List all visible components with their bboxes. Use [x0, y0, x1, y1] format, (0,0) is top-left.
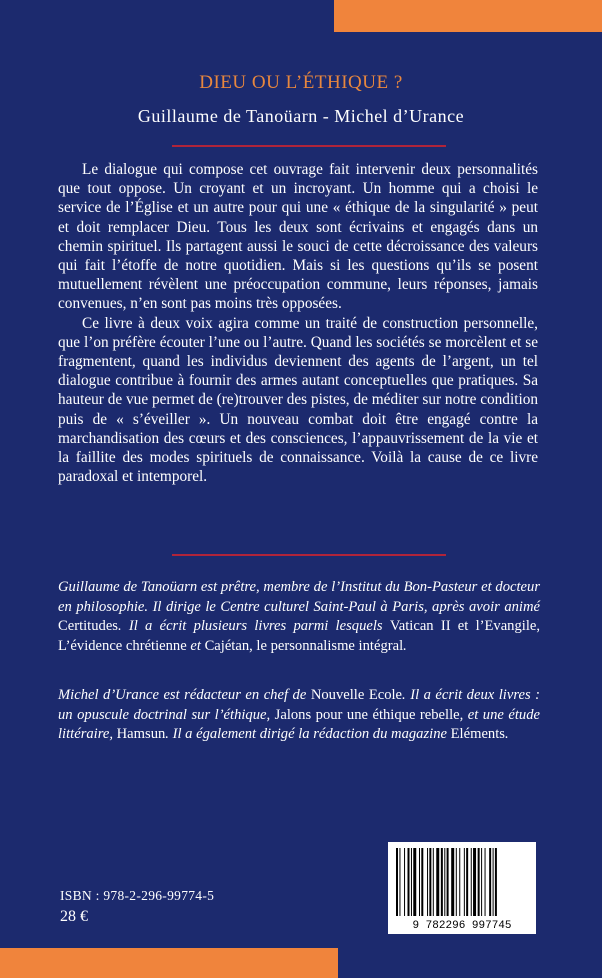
barcode-bar — [459, 848, 460, 916]
bio2-title-elements: Eléments — [450, 726, 505, 743]
bio1-text-c: . Il a écrit plusieurs livres parmi lesquels — [118, 618, 390, 635]
barcode-bar — [408, 848, 410, 916]
barcode-bar — [444, 848, 445, 916]
barcode-bar — [456, 848, 457, 916]
bio1-text-e: et — [186, 637, 205, 654]
bio2-title-hamsun: Hamsun — [116, 726, 166, 743]
top-orange-band — [334, 0, 602, 32]
bio1-text-g: . — [403, 637, 407, 654]
barcode — [388, 842, 536, 934]
barcode-bar — [466, 848, 468, 916]
bio2-text-a: Michel d’Urance est rédacteur en chef de — [58, 687, 311, 703]
bio2-title-jalons: Jalons pour une éthique rebelle — [274, 706, 460, 723]
barcode-bar — [471, 848, 472, 916]
barcode-number: 9 782296 997745 — [412, 920, 512, 932]
summary-text — [58, 160, 538, 486]
author-bio-tanouarn — [58, 578, 540, 656]
isbn-label: ISBN : 978-2-296-99774-5 — [60, 888, 215, 903]
barcode-bar — [451, 848, 454, 916]
barcode-bar — [404, 848, 405, 916]
bio2-text-g: . Il a également dirigé la rédaction du magazine — [165, 726, 451, 743]
barcode-bar — [396, 848, 398, 916]
barcode-bar — [441, 848, 443, 916]
barcode-bar — [447, 848, 449, 916]
summary-paragraph-2: Ce livre à deux voix agira comme un traité de construction personnelle, que l’on préfère écouter l’une ou l’autre. Quand les sociétés se morcèlent et se fragmentent, quand les individus deviennent des agents de l’argent, un tel dialogue contribue à fournir des armes autant conceptuelles que pratiques. Sa hauteur de vue permet de (re)trouver des pistes, de méditer sur notre condition puis de « s’éveiller ». Un nouveau combat doit être engagé contre la marchandisation des cœurs et des consciences, l’appauvrissement de la vie et la faillite des modes spirituels de connaissance. Voilà la cause de ce livre paradoxal et intemporel. — [58, 314, 538, 486]
barcode-bar — [493, 848, 494, 916]
barcode-bar — [419, 848, 420, 916]
bio1-title-vatican: Vatican II et l’Evangile, L’évidence chrétienne — [58, 618, 540, 654]
bio2-title-nouvelle-ecole: Nouvelle Ecole — [310, 687, 403, 703]
barcode-bar — [485, 848, 486, 916]
bio2-text-i: . — [504, 726, 509, 743]
barcode-bar — [433, 848, 434, 916]
summary-paragraph-1: Le dialogue qui compose cet ouvrage fait intervenir deux personnalités que tout oppose. Un croyant et un incroyant. Un homme qui a choisi le service de l’Église et un autre pour qui une « éthique de la singularité » peut et doit remplacer Dieu. Tous les deux sont écrivains et engagés dans un chemin spirituel. Ils partagent aussi le souci de cette décroissance des valeurs qui fait l’étoffe de notre quotidien. Mais si les questions qu’ils se posent mutuellement révèlent une préoccupation commune, leurs réponses, jamais convenues, n’en sont pas moins très opposées. — [58, 161, 538, 313]
author-bio-durance — [58, 686, 540, 745]
barcode-bar — [489, 848, 491, 916]
barcode-bar — [421, 848, 423, 916]
barcode-bar — [478, 848, 480, 916]
bio1-title-cajetan: Cajétan, le personnalisme intégral — [204, 637, 404, 654]
barcode-bar — [413, 848, 416, 916]
divider-bottom — [172, 554, 446, 556]
barcode-bar — [427, 848, 428, 916]
barcode-bar — [411, 848, 412, 916]
divider-top — [172, 145, 446, 147]
book-title: DIEU OU L’ÉTHIQUE ? — [199, 72, 403, 93]
barcode-bar — [481, 848, 482, 916]
barcode-icon — [388, 842, 536, 934]
barcode-bar — [464, 848, 465, 916]
bottom-orange-band — [0, 948, 338, 978]
barcode-bar — [436, 848, 439, 916]
bio1-text-a: Guillaume de Tanoüarn est prêtre, membre de l’Institut du Bon-Pasteur et docteur en philosophie. Il dirige le Centre culturel Saint-Paul à Paris, après avoir animé — [58, 579, 540, 615]
bio2-text-c: . Il a écrit deux livres : un opuscule doctrinal sur l’éthique, — [58, 687, 540, 723]
book-authors: Guillaume de Tanoüarn - Michel d’Urance — [137, 106, 465, 126]
price-label: 28 € — [60, 908, 88, 925]
barcode-bar — [399, 848, 400, 916]
barcode-bar — [495, 848, 497, 916]
barcode-bar — [473, 848, 476, 916]
bio1-title-certitudes: Certitudes — [58, 618, 118, 635]
bio2-text-e: , et une étude littéraire, — [58, 706, 540, 743]
barcode-bar — [429, 848, 431, 916]
